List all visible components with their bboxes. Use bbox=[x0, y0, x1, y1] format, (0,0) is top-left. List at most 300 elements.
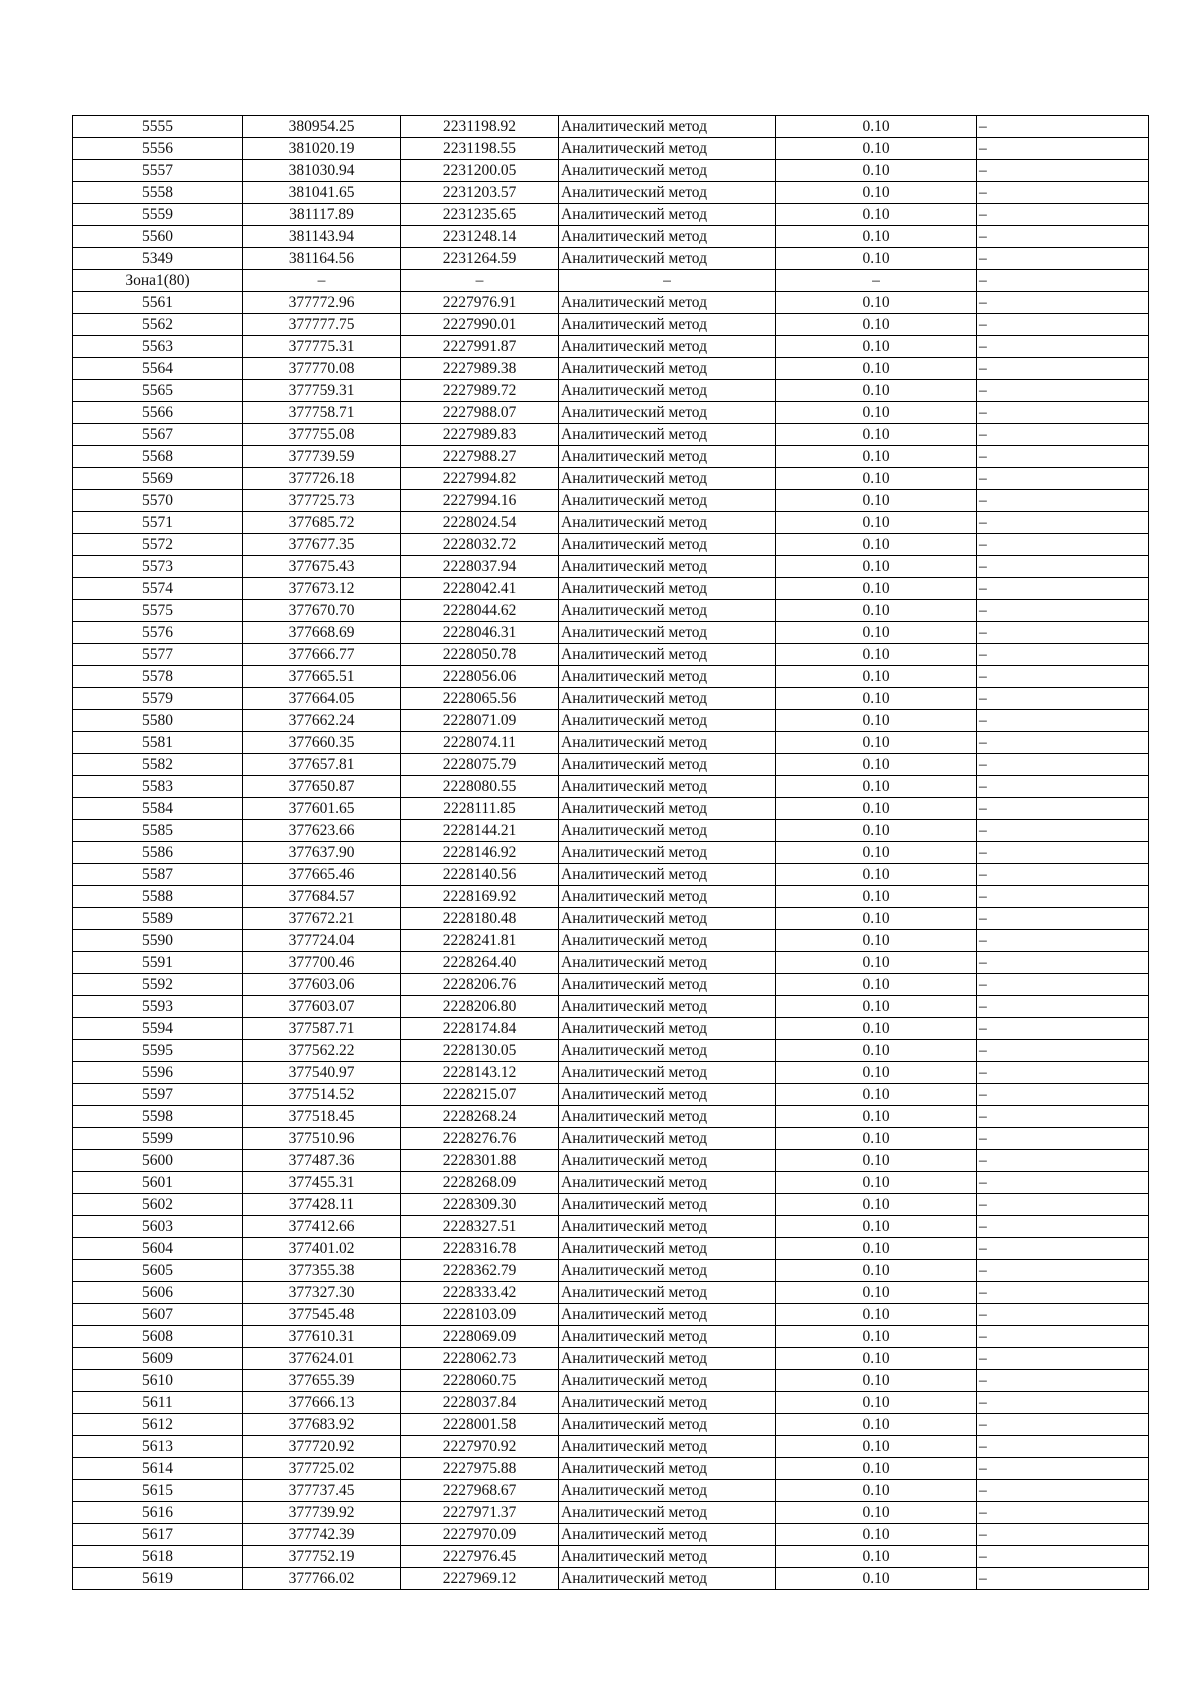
method-cell: Аналитический метод bbox=[559, 600, 776, 622]
extra-cell: – bbox=[977, 182, 1149, 204]
table-row bbox=[73, 336, 1149, 358]
point-number-cell: 5566 bbox=[73, 402, 243, 424]
table-row bbox=[73, 886, 1149, 908]
table-row bbox=[73, 820, 1149, 842]
table-row bbox=[73, 842, 1149, 864]
table-row bbox=[73, 1304, 1149, 1326]
y-coordinate-cell: 2231198.92 bbox=[401, 116, 559, 138]
table-row bbox=[73, 578, 1149, 600]
point-number-cell: 5555 bbox=[73, 116, 243, 138]
y-coordinate-cell: 2227976.45 bbox=[401, 1546, 559, 1568]
extra-cell: – bbox=[977, 974, 1149, 996]
x-coordinate-cell: 377657.81 bbox=[243, 754, 401, 776]
method-cell: Аналитический метод bbox=[559, 798, 776, 820]
x-coordinate-cell: 377637.90 bbox=[243, 842, 401, 864]
x-coordinate-cell: 377401.02 bbox=[243, 1238, 401, 1260]
extra-cell: – bbox=[977, 1502, 1149, 1524]
extra-cell: – bbox=[977, 996, 1149, 1018]
x-coordinate-cell: 377428.11 bbox=[243, 1194, 401, 1216]
extra-cell: – bbox=[977, 1370, 1149, 1392]
x-coordinate-cell: 381020.19 bbox=[243, 138, 401, 160]
y-coordinate-cell: 2228309.30 bbox=[401, 1194, 559, 1216]
table-row bbox=[73, 556, 1149, 578]
point-number-cell: 5594 bbox=[73, 1018, 243, 1040]
y-coordinate-cell: 2228268.24 bbox=[401, 1106, 559, 1128]
x-coordinate-cell: 377726.18 bbox=[243, 468, 401, 490]
accuracy-cell: 0.10 bbox=[776, 1150, 977, 1172]
accuracy-cell: 0.10 bbox=[776, 490, 977, 512]
y-coordinate-cell: 2228056.06 bbox=[401, 666, 559, 688]
method-cell: Аналитический метод bbox=[559, 886, 776, 908]
extra-cell: – bbox=[977, 1282, 1149, 1304]
accuracy-cell: 0.10 bbox=[776, 1128, 977, 1150]
y-coordinate-cell: 2228046.31 bbox=[401, 622, 559, 644]
x-coordinate-cell: 377670.70 bbox=[243, 600, 401, 622]
table-row bbox=[73, 864, 1149, 886]
method-cell: Аналитический метод bbox=[559, 754, 776, 776]
x-coordinate-cell: 377562.22 bbox=[243, 1040, 401, 1062]
y-coordinate-cell: 2228080.55 bbox=[401, 776, 559, 798]
x-coordinate-cell: 377603.06 bbox=[243, 974, 401, 996]
point-number-cell: 5565 bbox=[73, 380, 243, 402]
x-coordinate-cell: 377700.46 bbox=[243, 952, 401, 974]
accuracy-cell: 0.10 bbox=[776, 798, 977, 820]
extra-cell: – bbox=[977, 336, 1149, 358]
point-number-cell: 5556 bbox=[73, 138, 243, 160]
point-number-cell: 5603 bbox=[73, 1216, 243, 1238]
accuracy-cell: 0.10 bbox=[776, 1568, 977, 1590]
point-number-cell: 5557 bbox=[73, 160, 243, 182]
accuracy-cell: 0.10 bbox=[776, 864, 977, 886]
accuracy-cell: 0.10 bbox=[776, 886, 977, 908]
extra-cell: – bbox=[977, 1568, 1149, 1590]
extra-cell: – bbox=[977, 204, 1149, 226]
point-number-cell: 5597 bbox=[73, 1084, 243, 1106]
extra-cell: – bbox=[977, 908, 1149, 930]
point-number-cell: 5573 bbox=[73, 556, 243, 578]
y-coordinate-cell: 2231248.14 bbox=[401, 226, 559, 248]
extra-cell: – bbox=[977, 402, 1149, 424]
point-number-cell: 5572 bbox=[73, 534, 243, 556]
method-cell: Аналитический метод bbox=[559, 182, 776, 204]
x-coordinate-cell: 381117.89 bbox=[243, 204, 401, 226]
point-number-cell: 5612 bbox=[73, 1414, 243, 1436]
accuracy-cell: 0.10 bbox=[776, 666, 977, 688]
x-coordinate-cell: 377772.96 bbox=[243, 292, 401, 314]
method-cell: Аналитический метод bbox=[559, 534, 776, 556]
table-row bbox=[73, 754, 1149, 776]
extra-cell: – bbox=[977, 1194, 1149, 1216]
method-cell: Аналитический метод bbox=[559, 1524, 776, 1546]
method-cell: Аналитический метод bbox=[559, 1414, 776, 1436]
extra-cell: – bbox=[977, 864, 1149, 886]
extra-cell: – bbox=[977, 1458, 1149, 1480]
x-coordinate-cell: 377673.12 bbox=[243, 578, 401, 600]
point-number-cell: 5563 bbox=[73, 336, 243, 358]
x-coordinate-cell: 377685.72 bbox=[243, 512, 401, 534]
table-row bbox=[73, 248, 1149, 270]
x-coordinate-cell: 377665.51 bbox=[243, 666, 401, 688]
table-row bbox=[73, 402, 1149, 424]
accuracy-cell: 0.10 bbox=[776, 292, 977, 314]
accuracy-cell: 0.10 bbox=[776, 226, 977, 248]
point-number-cell: 5564 bbox=[73, 358, 243, 380]
x-coordinate-cell: 377766.02 bbox=[243, 1568, 401, 1590]
x-coordinate-cell: 377664.05 bbox=[243, 688, 401, 710]
method-cell: Аналитический метод bbox=[559, 204, 776, 226]
x-coordinate-cell: 377742.39 bbox=[243, 1524, 401, 1546]
method-cell: Аналитический метод bbox=[559, 908, 776, 930]
table-row bbox=[73, 1172, 1149, 1194]
y-coordinate-cell: 2228268.09 bbox=[401, 1172, 559, 1194]
accuracy-cell: 0.10 bbox=[776, 688, 977, 710]
accuracy-cell: 0.10 bbox=[776, 248, 977, 270]
method-cell: Аналитический метод bbox=[559, 490, 776, 512]
method-cell: Аналитический метод bbox=[559, 688, 776, 710]
method-cell: Аналитический метод bbox=[559, 1216, 776, 1238]
accuracy-cell: 0.10 bbox=[776, 314, 977, 336]
table-row bbox=[73, 358, 1149, 380]
point-number-cell: 5615 bbox=[73, 1480, 243, 1502]
table-row bbox=[73, 600, 1149, 622]
accuracy-cell: 0.10 bbox=[776, 732, 977, 754]
accuracy-cell: 0.10 bbox=[776, 1348, 977, 1370]
method-cell: Аналитический метод bbox=[559, 1106, 776, 1128]
point-number-cell: 5611 bbox=[73, 1392, 243, 1414]
point-number-cell: 5604 bbox=[73, 1238, 243, 1260]
table-row bbox=[73, 314, 1149, 336]
accuracy-cell: 0.10 bbox=[776, 1480, 977, 1502]
y-coordinate-cell: 2231200.05 bbox=[401, 160, 559, 182]
extra-cell: – bbox=[977, 732, 1149, 754]
table-row bbox=[73, 732, 1149, 754]
y-coordinate-cell: 2227988.27 bbox=[401, 446, 559, 468]
extra-cell: – bbox=[977, 622, 1149, 644]
y-coordinate-cell: 2227970.09 bbox=[401, 1524, 559, 1546]
extra-cell: – bbox=[977, 1392, 1149, 1414]
table-row bbox=[73, 1128, 1149, 1150]
x-coordinate-cell: 377610.31 bbox=[243, 1326, 401, 1348]
extra-cell: – bbox=[977, 380, 1149, 402]
extra-cell: – bbox=[977, 116, 1149, 138]
accuracy-cell: 0.10 bbox=[776, 1106, 977, 1128]
method-cell: Аналитический метод bbox=[559, 226, 776, 248]
method-cell: Аналитический метод bbox=[559, 622, 776, 644]
accuracy-cell: 0.10 bbox=[776, 1216, 977, 1238]
point-number-cell: 5570 bbox=[73, 490, 243, 512]
extra-cell: – bbox=[977, 644, 1149, 666]
accuracy-cell: 0.10 bbox=[776, 644, 977, 666]
method-cell: Аналитический метод bbox=[559, 776, 776, 798]
point-number-cell: 5588 bbox=[73, 886, 243, 908]
method-cell: Аналитический метод bbox=[559, 1370, 776, 1392]
x-coordinate-cell: 377684.57 bbox=[243, 886, 401, 908]
extra-cell: – bbox=[977, 798, 1149, 820]
point-number-cell: 5596 bbox=[73, 1062, 243, 1084]
table-row bbox=[73, 138, 1149, 160]
point-number-cell: 5586 bbox=[73, 842, 243, 864]
x-coordinate-cell: 377666.77 bbox=[243, 644, 401, 666]
x-coordinate-cell: 377623.66 bbox=[243, 820, 401, 842]
table-row bbox=[73, 1370, 1149, 1392]
y-coordinate-cell: 2228130.05 bbox=[401, 1040, 559, 1062]
point-number-cell: 5595 bbox=[73, 1040, 243, 1062]
y-coordinate-cell: 2227991.87 bbox=[401, 336, 559, 358]
x-coordinate-cell: 377724.04 bbox=[243, 930, 401, 952]
point-number-cell: 5617 bbox=[73, 1524, 243, 1546]
table-row bbox=[73, 1392, 1149, 1414]
table-row bbox=[73, 1568, 1149, 1590]
point-number-cell: 5605 bbox=[73, 1260, 243, 1282]
x-coordinate-cell: 377601.65 bbox=[243, 798, 401, 820]
extra-cell: – bbox=[977, 556, 1149, 578]
y-coordinate-cell: 2231203.57 bbox=[401, 182, 559, 204]
y-coordinate-cell: 2228060.75 bbox=[401, 1370, 559, 1392]
y-coordinate-cell: 2228144.21 bbox=[401, 820, 559, 842]
accuracy-cell: 0.10 bbox=[776, 1238, 977, 1260]
x-coordinate-cell: 377683.92 bbox=[243, 1414, 401, 1436]
table-row bbox=[73, 1480, 1149, 1502]
y-coordinate-cell: 2228362.79 bbox=[401, 1260, 559, 1282]
y-coordinate-cell: 2228044.62 bbox=[401, 600, 559, 622]
extra-cell: – bbox=[977, 1062, 1149, 1084]
extra-cell: – bbox=[977, 1150, 1149, 1172]
point-number-cell: 5583 bbox=[73, 776, 243, 798]
accuracy-cell: 0.10 bbox=[776, 160, 977, 182]
table-row bbox=[73, 1106, 1149, 1128]
method-cell: Аналитический метод bbox=[559, 1040, 776, 1062]
table-row bbox=[73, 182, 1149, 204]
point-number-cell: 5571 bbox=[73, 512, 243, 534]
point-number-cell: 5582 bbox=[73, 754, 243, 776]
x-coordinate-cell: 377665.46 bbox=[243, 864, 401, 886]
table-row bbox=[73, 160, 1149, 182]
point-number-cell: 5613 bbox=[73, 1436, 243, 1458]
accuracy-cell: 0.10 bbox=[776, 182, 977, 204]
method-cell: Аналитический метод bbox=[559, 314, 776, 336]
y-coordinate-cell: 2228037.84 bbox=[401, 1392, 559, 1414]
point-number-cell: 5616 bbox=[73, 1502, 243, 1524]
y-coordinate-cell: 2228037.94 bbox=[401, 556, 559, 578]
y-coordinate-cell: 2228062.73 bbox=[401, 1348, 559, 1370]
accuracy-cell: 0.10 bbox=[776, 908, 977, 930]
method-cell: Аналитический метод bbox=[559, 1568, 776, 1590]
method-cell: Аналитический метод bbox=[559, 996, 776, 1018]
accuracy-cell: 0.10 bbox=[776, 138, 977, 160]
extra-cell: – bbox=[977, 292, 1149, 314]
method-cell: Аналитический метод bbox=[559, 1436, 776, 1458]
y-coordinate-cell: 2228174.84 bbox=[401, 1018, 559, 1040]
method-cell: Аналитический метод bbox=[559, 446, 776, 468]
accuracy-cell: 0.10 bbox=[776, 600, 977, 622]
table-row bbox=[73, 380, 1149, 402]
y-coordinate-cell: 2228276.76 bbox=[401, 1128, 559, 1150]
table-row bbox=[73, 1348, 1149, 1370]
accuracy-cell: 0.10 bbox=[776, 1084, 977, 1106]
method-cell: Аналитический метод bbox=[559, 1326, 776, 1348]
table-row bbox=[73, 710, 1149, 732]
point-number-cell: 5579 bbox=[73, 688, 243, 710]
point-number-cell: 5587 bbox=[73, 864, 243, 886]
extra-cell: – bbox=[977, 1018, 1149, 1040]
x-coordinate-cell: – bbox=[243, 270, 401, 292]
point-number-cell: 5593 bbox=[73, 996, 243, 1018]
point-number-cell: 5560 bbox=[73, 226, 243, 248]
y-coordinate-cell: – bbox=[401, 270, 559, 292]
x-coordinate-cell: 377514.52 bbox=[243, 1084, 401, 1106]
method-cell: Аналитический метод bbox=[559, 864, 776, 886]
y-coordinate-cell: 2228143.12 bbox=[401, 1062, 559, 1084]
table-row bbox=[73, 1238, 1149, 1260]
extra-cell: – bbox=[977, 1084, 1149, 1106]
y-coordinate-cell: 2227994.16 bbox=[401, 490, 559, 512]
point-number-cell: 5349 bbox=[73, 248, 243, 270]
y-coordinate-cell: 2228215.07 bbox=[401, 1084, 559, 1106]
y-coordinate-cell: 2228050.78 bbox=[401, 644, 559, 666]
point-number-cell: Зона1(80) bbox=[73, 270, 243, 292]
method-cell: Аналитический метод bbox=[559, 1458, 776, 1480]
y-coordinate-cell: 2228241.81 bbox=[401, 930, 559, 952]
y-coordinate-cell: 2228333.42 bbox=[401, 1282, 559, 1304]
extra-cell: – bbox=[977, 1304, 1149, 1326]
extra-cell: – bbox=[977, 1524, 1149, 1546]
x-coordinate-cell: 377777.75 bbox=[243, 314, 401, 336]
table-row bbox=[73, 1326, 1149, 1348]
method-cell: Аналитический метод bbox=[559, 116, 776, 138]
y-coordinate-cell: 2231235.65 bbox=[401, 204, 559, 226]
accuracy-cell: 0.10 bbox=[776, 842, 977, 864]
point-number-cell: 5585 bbox=[73, 820, 243, 842]
y-coordinate-cell: 2228140.56 bbox=[401, 864, 559, 886]
accuracy-cell: 0.10 bbox=[776, 1018, 977, 1040]
point-number-cell: 5581 bbox=[73, 732, 243, 754]
accuracy-cell: 0.10 bbox=[776, 358, 977, 380]
point-number-cell: 5606 bbox=[73, 1282, 243, 1304]
table-row bbox=[73, 974, 1149, 996]
point-number-cell: 5574 bbox=[73, 578, 243, 600]
point-number-cell: 5569 bbox=[73, 468, 243, 490]
extra-cell: – bbox=[977, 1172, 1149, 1194]
point-number-cell: 5607 bbox=[73, 1304, 243, 1326]
y-coordinate-cell: 2231198.55 bbox=[401, 138, 559, 160]
y-coordinate-cell: 2228001.58 bbox=[401, 1414, 559, 1436]
table-row bbox=[73, 1216, 1149, 1238]
method-cell: Аналитический метод bbox=[559, 1348, 776, 1370]
method-cell: Аналитический метод bbox=[559, 1062, 776, 1084]
method-cell: Аналитический метод bbox=[559, 1260, 776, 1282]
accuracy-cell: 0.10 bbox=[776, 952, 977, 974]
y-coordinate-cell: 2227970.92 bbox=[401, 1436, 559, 1458]
accuracy-cell: 0.10 bbox=[776, 1524, 977, 1546]
x-coordinate-cell: 377660.35 bbox=[243, 732, 401, 754]
table-row bbox=[73, 534, 1149, 556]
extra-cell: – bbox=[977, 754, 1149, 776]
extra-cell: – bbox=[977, 270, 1149, 292]
accuracy-cell: 0.10 bbox=[776, 776, 977, 798]
extra-cell: – bbox=[977, 424, 1149, 446]
x-coordinate-cell: 377662.24 bbox=[243, 710, 401, 732]
method-cell: Аналитический метод bbox=[559, 358, 776, 380]
table-row bbox=[73, 512, 1149, 534]
x-coordinate-cell: 377540.97 bbox=[243, 1062, 401, 1084]
y-coordinate-cell: 2228103.09 bbox=[401, 1304, 559, 1326]
x-coordinate-cell: 377510.96 bbox=[243, 1128, 401, 1150]
point-number-cell: 5576 bbox=[73, 622, 243, 644]
x-coordinate-cell: 377725.02 bbox=[243, 1458, 401, 1480]
x-coordinate-cell: 377666.13 bbox=[243, 1392, 401, 1414]
y-coordinate-cell: 2227976.91 bbox=[401, 292, 559, 314]
method-cell: Аналитический метод bbox=[559, 1238, 776, 1260]
x-coordinate-cell: 377775.31 bbox=[243, 336, 401, 358]
method-cell: Аналитический метод bbox=[559, 1150, 776, 1172]
extra-cell: – bbox=[977, 490, 1149, 512]
x-coordinate-cell: 377518.45 bbox=[243, 1106, 401, 1128]
method-cell: Аналитический метод bbox=[559, 644, 776, 666]
method-cell: – bbox=[559, 270, 776, 292]
y-coordinate-cell: 2228111.85 bbox=[401, 798, 559, 820]
method-cell: Аналитический метод bbox=[559, 732, 776, 754]
point-number-cell: 5575 bbox=[73, 600, 243, 622]
x-coordinate-cell: 377725.73 bbox=[243, 490, 401, 512]
x-coordinate-cell: 377668.69 bbox=[243, 622, 401, 644]
y-coordinate-cell: 2228206.76 bbox=[401, 974, 559, 996]
accuracy-cell: 0.10 bbox=[776, 1414, 977, 1436]
table-row bbox=[73, 1150, 1149, 1172]
y-coordinate-cell: 2228024.54 bbox=[401, 512, 559, 534]
y-coordinate-cell: 2228042.41 bbox=[401, 578, 559, 600]
method-cell: Аналитический метод bbox=[559, 952, 776, 974]
extra-cell: – bbox=[977, 930, 1149, 952]
method-cell: Аналитический метод bbox=[559, 820, 776, 842]
table-row bbox=[73, 622, 1149, 644]
coordinates-table bbox=[72, 115, 1149, 1590]
y-coordinate-cell: 2228169.92 bbox=[401, 886, 559, 908]
y-coordinate-cell: 2227969.12 bbox=[401, 1568, 559, 1590]
accuracy-cell: 0.10 bbox=[776, 204, 977, 226]
method-cell: Аналитический метод bbox=[559, 930, 776, 952]
x-coordinate-cell: 377487.36 bbox=[243, 1150, 401, 1172]
method-cell: Аналитический метод bbox=[559, 1392, 776, 1414]
method-cell: Аналитический метод bbox=[559, 160, 776, 182]
extra-cell: – bbox=[977, 446, 1149, 468]
extra-cell: – bbox=[977, 138, 1149, 160]
point-number-cell: 5600 bbox=[73, 1150, 243, 1172]
extra-cell: – bbox=[977, 534, 1149, 556]
table-row bbox=[73, 1546, 1149, 1568]
table-row bbox=[73, 490, 1149, 512]
accuracy-cell: 0.10 bbox=[776, 380, 977, 402]
method-cell: Аналитический метод bbox=[559, 1018, 776, 1040]
y-coordinate-cell: 2228206.80 bbox=[401, 996, 559, 1018]
extra-cell: – bbox=[977, 666, 1149, 688]
table-row bbox=[73, 1436, 1149, 1458]
y-coordinate-cell: 2227989.83 bbox=[401, 424, 559, 446]
y-coordinate-cell: 2228075.79 bbox=[401, 754, 559, 776]
extra-cell: – bbox=[977, 1040, 1149, 1062]
extra-cell: – bbox=[977, 1128, 1149, 1150]
method-cell: Аналитический метод bbox=[559, 974, 776, 996]
accuracy-cell: 0.10 bbox=[776, 556, 977, 578]
accuracy-cell: 0.10 bbox=[776, 1458, 977, 1480]
accuracy-cell: 0.10 bbox=[776, 1370, 977, 1392]
accuracy-cell: 0.10 bbox=[776, 1436, 977, 1458]
table-row bbox=[73, 952, 1149, 974]
extra-cell: – bbox=[977, 886, 1149, 908]
accuracy-cell: 0.10 bbox=[776, 468, 977, 490]
x-coordinate-cell: 377624.01 bbox=[243, 1348, 401, 1370]
point-number-cell: 5562 bbox=[73, 314, 243, 336]
accuracy-cell: 0.10 bbox=[776, 1172, 977, 1194]
